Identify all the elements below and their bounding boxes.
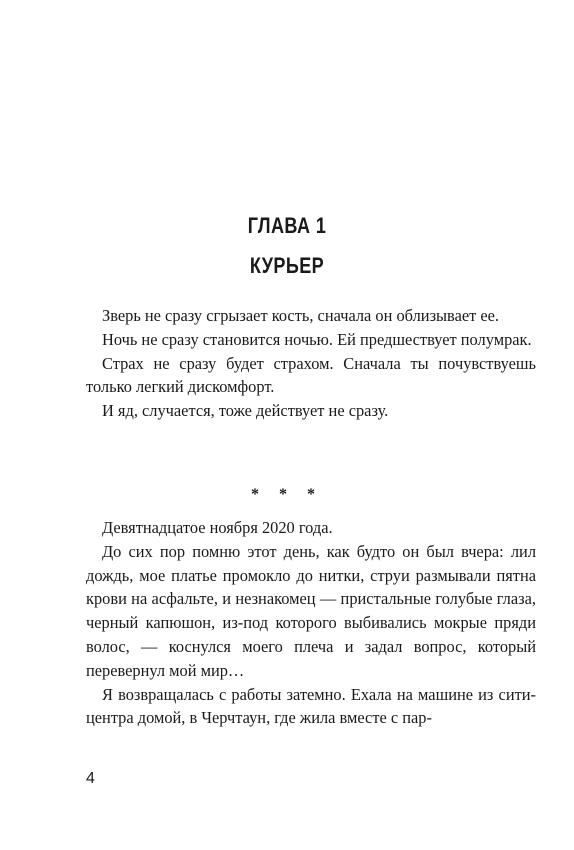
epigraph [86,304,536,423]
text-paragraph: Я возвращалась с работы затемно. Ехала на машине из сити-центра домой, в Черчтаун, где жила вместе с пар- [86,684,536,728]
epigraph-paragraph: Ночь не сразу становится ночью. Ей предшествует полумрак. [102,329,532,349]
chapter-heading [52,206,523,286]
page-number: 4 [86,770,95,787]
chapter-text [86,516,536,730]
chapter-number: ГЛАВА 1 [247,213,327,238]
epigraph-paragraph: Страх не сразу будет страхом. Сначала ты почувствуешь только легкий дискомфорт. [86,353,536,397]
section-divider: * * * [251,486,323,503]
text-paragraph: Девятнадцатое ноября 2020 года. [102,518,333,537]
epigraph-paragraph: Зверь не сразу сгрызает кость, сначала он облизывает ее. [102,306,500,325]
epigraph-paragraph: И яд, случается, тоже действует не сразу. [102,401,389,421]
text-paragraph: До сих пор помню этот день, как будто он был вчера: лил дождь, мое платье промокло до нитки, струи размывали пятна крови на асфальте, и незнакомец — пристальные голубые глаза, черный капюшон, из-под которого выбивались мокрые пряди волос, — коснулся моего плеча и задал вопрос, который перевернул мой мир… [86,541,536,680]
chapter-title: КУРЬЕР [249,253,325,278]
